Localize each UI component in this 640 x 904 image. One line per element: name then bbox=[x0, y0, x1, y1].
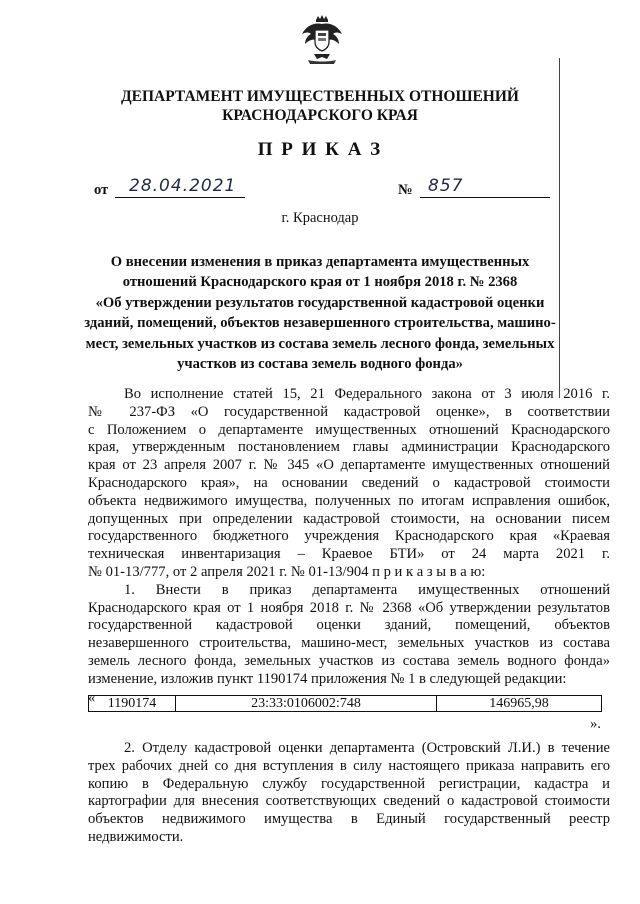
title-line: зданий, помещений, объектов незавершенного строительства, машино- bbox=[84, 315, 556, 332]
item2-line: картографии для внесения соответствующих сведений о кадастровой стоимости bbox=[88, 793, 610, 810]
table-row bbox=[89, 696, 602, 712]
item1-line: незавершенного строительства, машино-мест, земельных участков из состава bbox=[88, 635, 610, 652]
intro-line: объекта недвижимого имущества, полученных по итогам исправления ошибок, bbox=[88, 492, 610, 509]
intro-line: края от 23 апреля 2007 г. № 345 «О департаменте имущественных отношений bbox=[88, 457, 610, 474]
quote-open: « bbox=[88, 689, 96, 706]
intro-line: государственного бюджетного учреждения Краснодарского края «Краевая bbox=[88, 528, 610, 545]
title-line: мест, земельных участков из состава земель лесного фонда, земельных bbox=[85, 335, 555, 352]
item1-line: земель лесного фонда, земельных участков из состава земель водного фонда» bbox=[88, 652, 610, 669]
department-name-line1: ДЕПАРТАМЕНТ ИМУЩЕСТВЕННЫХ ОТНОШЕНИЙ bbox=[121, 88, 519, 105]
item2-line: трех рабочих дней со дня вступления в силу настоящего приказа направить его bbox=[88, 757, 610, 774]
quote-close: ». bbox=[590, 716, 601, 732]
item2-line: объектов недвижимого имущества в Единый государственный реестр bbox=[88, 811, 610, 828]
item1-line: изменение, изложив пункт 1190174 приложения № 1 в следующей редакции: bbox=[88, 670, 567, 687]
title-line: «Об утверждении результатов государственной кадастровой оценки bbox=[95, 294, 545, 311]
intro-line: № 237-ФЗ «О государственной кадастровой оценке», в соответствии bbox=[88, 403, 610, 420]
item1-line: государственной кадастровой оценки зданий, помещений, объектов bbox=[88, 617, 610, 634]
table-cell-cadastral-number: 23:33:0106002:748 bbox=[176, 696, 437, 712]
department-name-line2: КРАСНОДАРСКОГО КРАЯ bbox=[222, 107, 418, 124]
intro-line: Краснодарского края», на основании сведений о кадастровой стоимости bbox=[88, 474, 610, 491]
number-handwritten: 857 bbox=[428, 176, 464, 196]
city-label: г. Краснодар bbox=[281, 210, 359, 226]
title-line: отношений Краснодарского края от 1 ноября 2018 г. № 2368 bbox=[122, 274, 518, 291]
number-field bbox=[420, 176, 550, 198]
date-field bbox=[115, 176, 245, 198]
intro-line: техническая инвентаризация – Краевое БТИ» от 24 марта 2021 г. bbox=[88, 546, 610, 563]
item1-line: Краснодарского края от 1 ноября 2018 г. № 2368 «Об утверждении результатов bbox=[88, 599, 610, 616]
intro-line: края, утвержденным постановлением главы администрации Краснодарского bbox=[88, 439, 610, 456]
intro-line: Во исполнение статей 15, 21 Федерального закона от 3 июля 2016 г. bbox=[124, 386, 610, 402]
document-type-heading: П Р И К А З bbox=[257, 139, 383, 160]
item2-line: недвижимости. bbox=[88, 828, 184, 845]
number-label: № bbox=[398, 182, 413, 198]
item2-paragraph bbox=[88, 740, 610, 847]
intro-line: № 01-13/777, от 2 апреля 2021 г. № 01-13/904 п р и к а з ы в а ю: bbox=[88, 563, 486, 580]
title-line: О внесении изменения в приказ департамента имущественных bbox=[110, 254, 530, 270]
title-line: участков из состава земель водного фонда» bbox=[177, 356, 463, 373]
intro-line: допущенных при определении кадастровой стоимости, на основании писем bbox=[88, 510, 610, 527]
table-cell-value: 146965,98 bbox=[437, 696, 602, 712]
date-handwritten: 28.04.2021 bbox=[129, 176, 237, 196]
date-label: от bbox=[94, 182, 109, 198]
item2-line: 2. Отделу кадастровой оценки департамента (Островский Л.И.) в течение bbox=[124, 740, 610, 756]
coat-of-arms-emblem bbox=[300, 14, 344, 66]
amendment-table bbox=[88, 695, 602, 712]
item2-line: копию в Федеральную службу государственной регистрации, кадастра и bbox=[88, 775, 610, 792]
intro-line: с Положением о департаменте имущественных отношений Краснодарского bbox=[88, 421, 610, 438]
order-title bbox=[0, 252, 640, 374]
table-cell-number: 1190174 bbox=[89, 696, 176, 712]
item1-line: 1. Внести в приказ департамента имущественных отношений bbox=[124, 581, 610, 598]
